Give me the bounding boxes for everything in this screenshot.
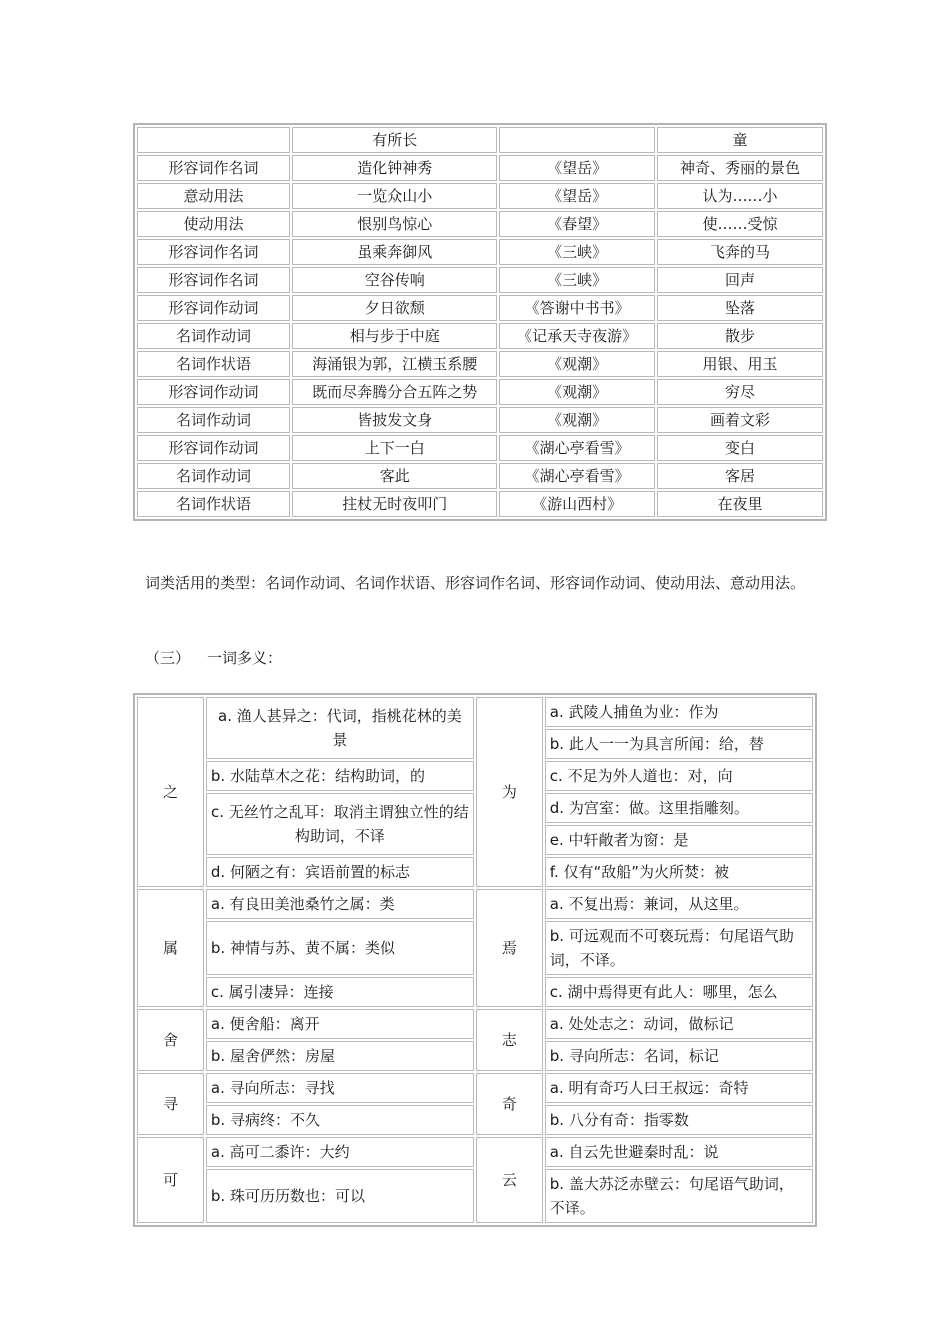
- source-text-cell: 《春望》: [499, 211, 655, 237]
- example-phrase-cell: 恨别鸟惊心: [292, 211, 497, 237]
- meaning-cell: b. 屋舍俨然：房屋: [206, 1041, 474, 1071]
- summary-paragraph: 词类活用的类型：名词作动词、名词作状语、形容词作名词、形容词作动词、使动用法、意动用法。: [145, 574, 806, 592]
- meaning-cell: b. 寻病终：不久: [206, 1105, 474, 1135]
- meaning-cell: d. 何陋之有：宾语前置的标志: [206, 857, 474, 887]
- meaning-cell: 散步: [657, 323, 823, 349]
- example-phrase-cell: 夕日欲颓: [292, 295, 497, 321]
- usage-type-cell: 意动用法: [137, 183, 290, 209]
- meaning-cell: 客居: [657, 463, 823, 489]
- header-cell: [499, 127, 655, 153]
- header-cell: [137, 127, 290, 153]
- meaning-cell: a. 有良田美池桑竹之属：类: [206, 889, 474, 919]
- meaning-cell: b. 八分有奇：指零数: [545, 1105, 813, 1135]
- meaning-cell: a. 寻向所志：寻找: [206, 1073, 474, 1103]
- table-row: [137, 267, 823, 293]
- usage-type-cell: 使动用法: [137, 211, 290, 237]
- meaning-cell: b. 水陆草木之花：结构助词，的: [206, 761, 474, 791]
- meaning-cell: 神奇、秀丽的景色: [657, 155, 823, 181]
- meaning-cell: 画着文彩: [657, 407, 823, 433]
- usage-type-cell: 名词作状语: [137, 351, 290, 377]
- parts-of-speech-table: [133, 123, 827, 521]
- table-row: [137, 889, 813, 919]
- meaning-cell: b. 盖大苏泛赤壁云：句尾语气助词，不译。: [545, 1169, 813, 1223]
- table-row: [137, 1073, 813, 1103]
- meaning-cell: 使……受惊: [657, 211, 823, 237]
- word-cell-qi: 奇: [476, 1073, 543, 1135]
- header-cell: 有所长: [292, 127, 497, 153]
- meaning-cell: c. 无丝竹之乱耳：取消主谓独立性的结构助词，不译: [206, 793, 474, 855]
- table-row: [137, 323, 823, 349]
- source-text-cell: 《湖心亭看雪》: [499, 435, 655, 461]
- usage-type-cell: 形容词作动词: [137, 379, 290, 405]
- source-text-cell: 《望岳》: [499, 183, 655, 209]
- table-row: [137, 211, 823, 237]
- meaning-cell: b. 此人一一为具言所闻：给，替: [545, 729, 813, 759]
- meaning-cell: a. 武陵人捕鱼为业：作为: [545, 697, 813, 727]
- word-cell-xun: 寻: [137, 1073, 204, 1135]
- usage-type-cell: 形容词作动词: [137, 295, 290, 321]
- usage-type-cell: 名词作动词: [137, 323, 290, 349]
- example-phrase-cell: 一览众山小: [292, 183, 497, 209]
- section-title: 一词多义：: [207, 649, 283, 667]
- source-text-cell: 《湖心亭看雪》: [499, 463, 655, 489]
- example-phrase-cell: 上下一白: [292, 435, 497, 461]
- meaning-cell: 认为……小: [657, 183, 823, 209]
- word-cell-zhi: 之: [137, 697, 204, 887]
- table-row: [137, 435, 823, 461]
- meaning-cell: b. 神情与苏、黄不属：类似: [206, 921, 474, 975]
- source-text-cell: 《望岳》: [499, 155, 655, 181]
- word-cell-ke: 可: [137, 1137, 204, 1223]
- word-cell-shu: 属: [137, 889, 204, 1007]
- source-text-cell: 《游山西村》: [499, 491, 655, 517]
- table-row: [137, 155, 823, 181]
- meaning-cell: b. 可远观而不可亵玩焉：句尾语气助词，不译。: [545, 921, 813, 975]
- example-phrase-cell: 皆披发文身: [292, 407, 497, 433]
- table-row: [137, 239, 823, 265]
- meaning-cell: a. 渔人甚异之：代词，指桃花林的美景: [206, 697, 474, 759]
- word-cell-wei: 为: [476, 697, 543, 887]
- meaning-cell: a. 便舍船：离开: [206, 1009, 474, 1039]
- source-text-cell: 《答谢中书书》: [499, 295, 655, 321]
- meaning-cell: 变白: [657, 435, 823, 461]
- source-text-cell: 《观潮》: [499, 351, 655, 377]
- meaning-cell: 回声: [657, 267, 823, 293]
- header-cell: 童: [657, 127, 823, 153]
- word-cell-zhi2: 志: [476, 1009, 543, 1071]
- meaning-cell: a. 不复出焉：兼词，从这里。: [545, 889, 813, 919]
- example-phrase-cell: 客此: [292, 463, 497, 489]
- parts-of-speech-table-body: [137, 127, 823, 517]
- meaning-cell: d. 为宫室：做。这里指雕刻。: [545, 793, 813, 823]
- usage-type-cell: 形容词作名词: [137, 239, 290, 265]
- meaning-cell: e. 中轩敞者为窗：是: [545, 825, 813, 855]
- section-number: （三）: [145, 649, 191, 667]
- usage-type-cell: 名词作状语: [137, 491, 290, 517]
- table-row: [137, 1009, 813, 1039]
- meaning-cell: a. 明有奇巧人曰王叔远：奇特: [545, 1073, 813, 1103]
- meaning-cell: c. 湖中焉得更有此人：哪里，怎么: [545, 977, 813, 1007]
- table-row: [137, 379, 823, 405]
- example-phrase-cell: 空谷传响: [292, 267, 497, 293]
- word-cell-yan: 焉: [476, 889, 543, 1007]
- source-text-cell: 《记承天寺夜游》: [499, 323, 655, 349]
- usage-type-cell: 名词作动词: [137, 463, 290, 489]
- table-row: [137, 407, 823, 433]
- table-row: [137, 491, 823, 517]
- word-cell-yun: 云: [476, 1137, 543, 1223]
- meaning-cell: 坠落: [657, 295, 823, 321]
- source-text-cell: 《观潮》: [499, 407, 655, 433]
- example-phrase-cell: 相与步于中庭: [292, 323, 497, 349]
- meaning-cell: a. 自云先世避秦时乱：说: [545, 1137, 813, 1167]
- table-header-row: [137, 127, 823, 153]
- meaning-cell: b. 寻向所志：名词，标记: [545, 1041, 813, 1071]
- meaning-cell: c. 属引凄异：连接: [206, 977, 474, 1007]
- table-row: [137, 183, 823, 209]
- meaning-cell: 飞奔的马: [657, 239, 823, 265]
- meaning-cell: c. 不足为外人道也：对，向: [545, 761, 813, 791]
- table-row: [137, 351, 823, 377]
- meaning-cell: a. 处处志之：动词，做标记: [545, 1009, 813, 1039]
- polysemy-table: [133, 693, 817, 1227]
- example-phrase-cell: 造化钟神秀: [292, 155, 497, 181]
- source-text-cell: 《三峡》: [499, 267, 655, 293]
- table-row: [137, 295, 823, 321]
- meaning-cell: b. 珠可历历数也：可以: [206, 1169, 474, 1223]
- source-text-cell: 《三峡》: [499, 239, 655, 265]
- table-row: [137, 1137, 813, 1167]
- example-phrase-cell: 既而尽奔腾分合五阵之势: [292, 379, 497, 405]
- meaning-cell: 用银、用玉: [657, 351, 823, 377]
- table-row: [137, 697, 813, 727]
- example-phrase-cell: 海涌银为郭，江横玉系腰: [292, 351, 497, 377]
- meaning-cell: 在夜里: [657, 491, 823, 517]
- example-phrase-cell: 虽乘奔御风: [292, 239, 497, 265]
- usage-type-cell: 形容词作名词: [137, 267, 290, 293]
- table-row: [137, 463, 823, 489]
- section-heading: [145, 646, 817, 670]
- word-cell-she: 舍: [137, 1009, 204, 1071]
- meaning-cell: a. 高可二黍许：大约: [206, 1137, 474, 1167]
- usage-type-cell: 形容词作动词: [137, 435, 290, 461]
- source-text-cell: 《观潮》: [499, 379, 655, 405]
- usage-type-cell: 名词作动词: [137, 407, 290, 433]
- example-phrase-cell: 拄杖无时夜叩门: [292, 491, 497, 517]
- meaning-cell: 穷尽: [657, 379, 823, 405]
- usage-type-cell: 形容词作名词: [137, 155, 290, 181]
- meaning-cell: f. 仅有“敌船”为火所焚：被: [545, 857, 813, 887]
